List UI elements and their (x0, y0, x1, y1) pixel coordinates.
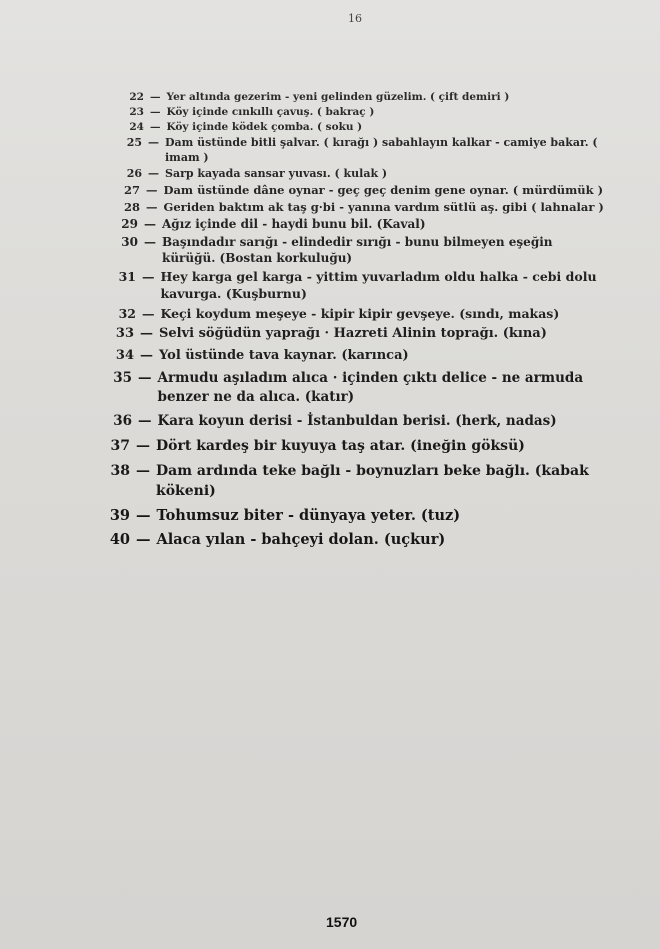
entry-text: Selvi söğüdün yaprağı · Hazreti Alinin toprağı. (kına) (159, 326, 547, 341)
entry-text: Dam üstünde dâne oynar - geç geç denim gene oynar. ( mürdümük ) (163, 183, 604, 197)
entry-text: Armudu aşıladım alıca · içinden çıktı delice - ne armuda benzer ne da alıca. (katır) (157, 370, 584, 405)
riddle-entry: 36 — Kara koyun derisi - İstanbuldan berisi. (herk, nadas) (100, 412, 610, 431)
entry-number: 39 (109, 507, 130, 524)
entry-number: 32 (118, 306, 136, 321)
entry-text: Dam üstünde bitli şalvar. ( kırağı ) sabahlayın kalkar - camiye bakar. ( imam ) (165, 136, 598, 164)
entry-number: 25 (126, 136, 142, 149)
entry-number: 40 (109, 531, 130, 548)
riddle-entry: 38 — Dam ardında teke bağlı - boynuzları beke bağlı. (kabak kökeni) (100, 461, 610, 501)
entry-number: 26 (126, 167, 142, 180)
entry-text: Tohumsuz biter - dünyaya yeter. (tuz) (156, 507, 461, 524)
entry-number: 24 (129, 121, 144, 133)
entry-text: Yol üstünde tava kaynar. (karınca) (159, 348, 409, 363)
riddle-entry: 24 — Köy içinde ködek çomba. ( soku ) (100, 120, 610, 134)
entry-number: 38 (110, 463, 130, 479)
entry-text: Geriden baktım ak taş g·bi - yanına vardım sütlü aş. gibi ( lahnalar ) (163, 200, 604, 214)
entry-text: Alaca yılan - bahçeyi dolan. (uçkur) (156, 531, 446, 548)
entry-text: Keçi koydum meşeye - kipir kipir gevşeye. (sındı, makas) (160, 306, 560, 321)
riddle-entry: 23 — Köy içinde cınkıllı çavuş. ( bakraç ) (100, 105, 610, 119)
footer-page-number: 1570 (326, 914, 358, 930)
riddle-entry: 34 — Yol üstünde tava kaynar. (karınca) (100, 347, 610, 365)
entry-number: 36 (113, 413, 132, 429)
entry-number: 34 (115, 348, 134, 363)
entry-number: 33 (115, 326, 134, 341)
entry-number: 37 (110, 438, 130, 454)
entry-text: Ağız içinde dil - haydi bunu bil. (Kaval) (162, 217, 426, 231)
entry-text: Köy içinde cınkıllı çavuş. ( bakraç ) (166, 106, 375, 118)
riddle-entry: 27 — Dam üstünde dâne oynar - geç geç denim gene oynar. ( mürdümük ) (100, 182, 610, 198)
riddle-entry: 31 — Hey karga gel karga - yittim yuvarladım oldu halka - cebi dolu kavurga. (Kuşburnu) (100, 268, 610, 302)
riddle-entry: 28 — Geriden baktım ak taş g·bi - yanına vardım sütlü aş. gibi ( lahnalar ) (100, 199, 610, 215)
riddle-entry: 35 — Armudu aşıladım alıca · içinden çıktı delice - ne armuda benzer ne da alıca. (katır) (100, 369, 610, 407)
entry-number: 35 (113, 370, 132, 386)
riddle-entry: 26 — Sarp kayada sansar yuvası. ( kulak ) (100, 166, 610, 181)
entry-text: Başındadır sarığı - elindedir sırığı - bunu bilmeyen eşeğin kürüğü. (Bostan korkuluğu) (162, 235, 553, 265)
entry-number: 27 (123, 183, 140, 197)
entry-number: 30 (121, 235, 138, 249)
entry-number: 22 (129, 91, 144, 103)
entry-text: Dam ardında teke bağlı - boynuzları beke bağlı. (kabak kökeni) (156, 463, 589, 499)
riddle-entry: 37 — Dört kardeş bir kuyuya taş atar. (ineğin göksü) (100, 436, 610, 456)
entry-number: 31 (118, 269, 136, 284)
entry-text: Sarp kayada sansar yuvası. ( kulak ) (165, 167, 388, 180)
entry-text: Yer altında gezerim - yeni gelinden güzelim. ( çift demiri ) (166, 91, 510, 103)
entry-text: Dört kardeş bir kuyuya taş atar. (ineğin göksü) (156, 438, 525, 454)
riddle-entry: 22 — Yer altında gezerim - yeni gelinden güzelim. ( çift demiri ) (100, 90, 610, 104)
entry-text: Hey karga gel karga - yittim yuvarladım oldu halka - cebi dolu kavurga. (Kuşburnu) (160, 269, 597, 301)
riddle-entry: 29 — Ağız içinde dil - haydi bunu bil. (Kaval) (100, 216, 610, 232)
entry-number: 28 (123, 200, 140, 214)
riddle-entry: 39 — Tohumsuz biter - dünyaya yeter. (tuz) (100, 506, 610, 526)
riddle-entry: 25 — Dam üstünde bitli şalvar. ( kırağı ) sabahlayın kalkar - camiye bakar. ( imam ) (100, 135, 610, 165)
riddle-entry: 32 — Keçi koydum meşeye - kipir kipir gevşeye. (sındı, makas) (100, 305, 610, 322)
entry-number: 23 (129, 106, 144, 118)
entry-text: Kara koyun derisi - İstanbuldan berisi. (herk, nadas) (157, 413, 557, 429)
riddle-entry: 30 — Başındadır sarığı - elindedir sırığı - bunu bilmeyen eşeğin kürüğü. (Bostan korkuluğu) (100, 234, 610, 266)
riddle-entry: 33 — Selvi söğüdün yaprağı · Hazreti Alinin toprağı. (kına) (100, 325, 610, 343)
riddle-entry: 40 — Alaca yılan - bahçeyi dolan. (uçkur) (100, 530, 610, 550)
riddle-list (100, 90, 610, 554)
page-number: 16 (348, 12, 362, 25)
entry-number: 29 (121, 217, 138, 231)
entry-text: Köy içinde ködek çomba. ( soku ) (166, 121, 363, 133)
